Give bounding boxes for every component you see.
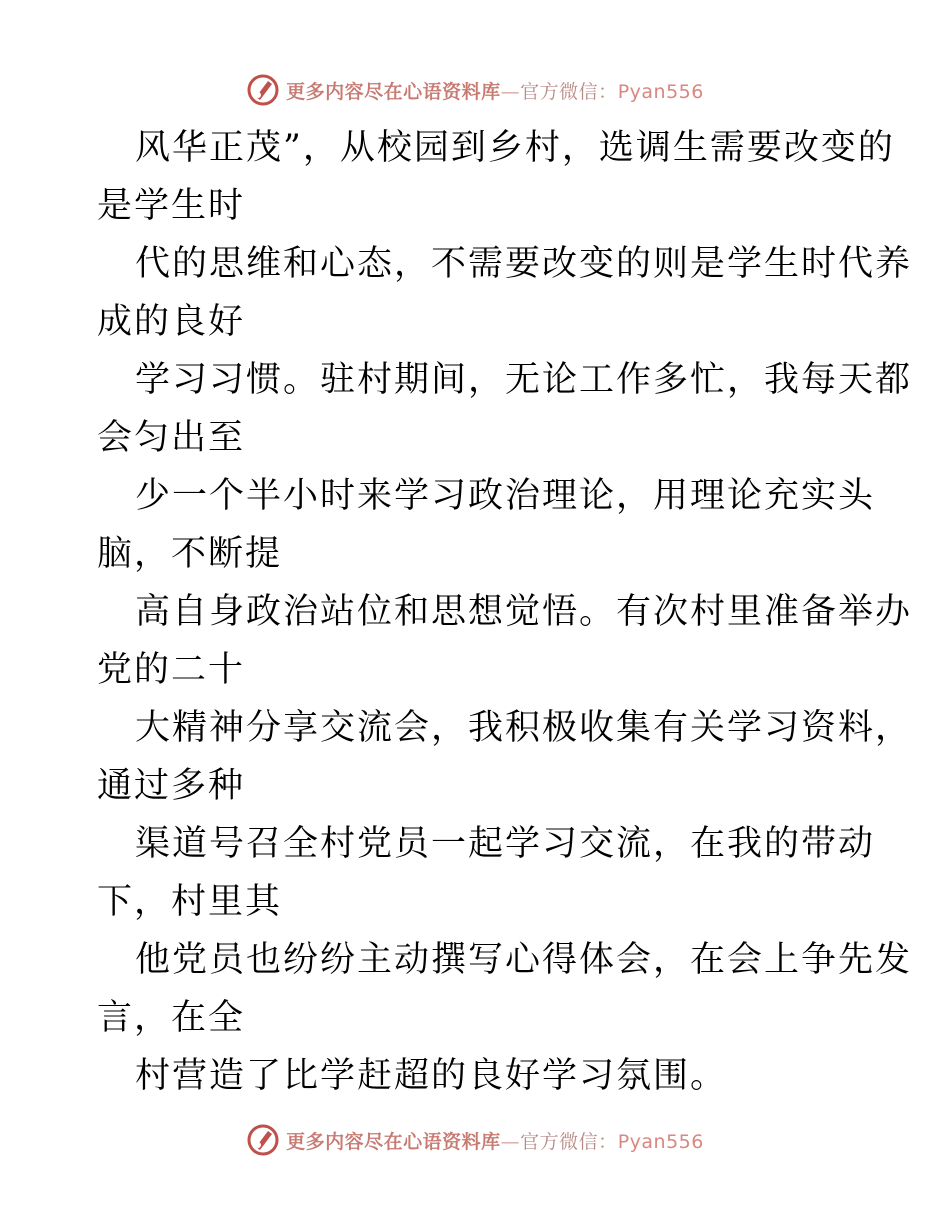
header-dash: — (500, 80, 521, 103)
logo-icon (246, 1123, 280, 1157)
body-line-16: 言，在全 (97, 998, 246, 1038)
body-line-15: 他党员也纷纷主动撰写心得体会，在会上争先发 (135, 940, 913, 980)
body-line-10: 党的二十 (97, 650, 246, 690)
body-line-11: 大精神分享交流会，我积极收集有关学习资料， (135, 708, 913, 748)
header-brand: 更多内容尽在心语资料库 (286, 80, 501, 103)
body-line-7: 少一个半小时来学习政治理论，用理论充实头 (135, 476, 876, 516)
body-line-4: 成的良好 (97, 302, 246, 342)
footer-wechat-id: Pyan556 (617, 1130, 704, 1153)
footer-wechat-label: 官方微信： (520, 1130, 618, 1153)
body-line-12: 通过多种 (97, 766, 246, 806)
body-line-5: 学习习惯。驻村期间，无论工作多忙，我每天都 (135, 360, 913, 400)
body-line-17: 村营造了比学赶超的良好学习氛围。 (135, 1056, 728, 1096)
footer-brand: 更多内容尽在心语资料库 (286, 1130, 501, 1153)
header-banner (0, 70, 950, 110)
body-line-14: 下，村里其 (97, 882, 283, 922)
body-line-1: 风华正茂”，从校园到乡村，选调生需要改变的 (135, 128, 895, 168)
body-line-2: 是学生时 (97, 186, 246, 226)
footer-dash: — (500, 1130, 521, 1153)
footer-text (286, 1127, 704, 1154)
header-wechat-id: Pyan556 (617, 80, 704, 103)
body-line-13: 渠道号召全村党员一起学习交流，在我的带动 (135, 824, 876, 864)
logo-icon (246, 73, 280, 107)
body-line-3: 代的思维和心态，不需要改变的则是学生时代养 (135, 244, 913, 284)
body-line-9: 高自身政治站位和思想觉悟。有次村里准备举办 (135, 592, 913, 632)
header-text (286, 77, 704, 104)
header-wechat-label: 官方微信： (520, 80, 618, 103)
body-line-8: 脑，不断提 (97, 534, 283, 574)
body-line-6: 会匀出至 (97, 418, 246, 458)
footer-banner (0, 1120, 950, 1160)
